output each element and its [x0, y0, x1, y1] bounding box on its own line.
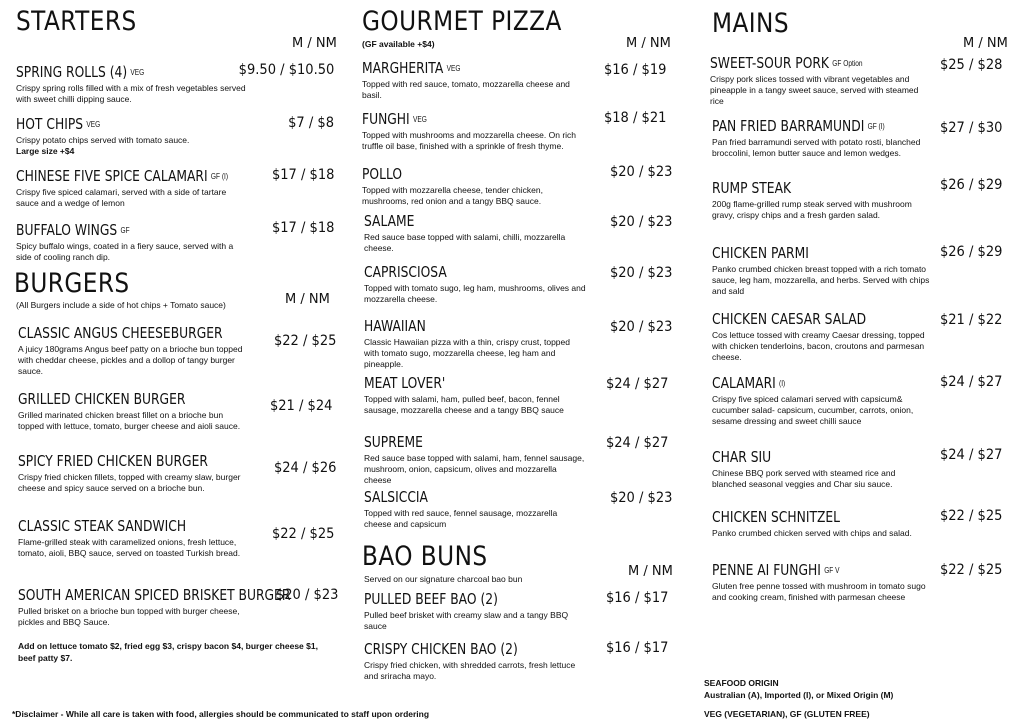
item-description: Panko crumbed chicken served with chips and salad.: [712, 528, 912, 538]
item-price: $24 / $27: [939, 447, 1002, 463]
item-description: Crispy five spiced calamari, served with a side of tartare sauce and a wedge of lemon: [16, 187, 227, 208]
item-price: $22 / $25: [273, 333, 336, 349]
menu-item: [16, 64, 251, 105]
menu-item: [18, 325, 243, 377]
item-description: Crispy spring rolls filled with a mix of fresh vegetables served with sweet chilli dipping sauce.: [16, 83, 246, 104]
item-description: Topped with red sauce, tomato, mozzarella cheese and basil.: [362, 79, 570, 100]
item-price: $20 / $23: [275, 587, 338, 603]
item-price: $24 / $26: [273, 460, 336, 476]
item-name: GRILLED CHICKEN BURGER: [18, 390, 186, 408]
item-name: CLASSIC STEAK SANDWICH: [18, 517, 187, 535]
item-description: Pan fried barramundi served with potato rosti, blanched broccolini, lemon butter sauce and lemon wedges.: [712, 137, 921, 158]
item-price: $26 / $29: [939, 177, 1002, 193]
menu-item: [18, 391, 243, 432]
item-name: CRISPY CHICKEN BAO (2): [364, 640, 518, 658]
menu-item: [362, 111, 584, 152]
starters-title: STARTERS: [16, 6, 137, 37]
menu-item: [712, 118, 930, 159]
item-price: $20 / $23: [609, 214, 672, 230]
bao-title: BAO BUNS: [362, 541, 488, 572]
item-price: $20 / $23: [609, 164, 672, 180]
disclaimer: *Disclaimer - While all care is taken with food, allergies should be communicated to staff upon ordering: [12, 709, 430, 719]
item-price: $21 / $22: [939, 312, 1002, 328]
item-price: $20 / $23: [609, 265, 672, 281]
item-description: Crispy fried chicken, with shredded carrots, fresh lettuce and sriracha mayo.: [364, 660, 576, 681]
menu-item: [16, 168, 251, 209]
item-name: CLASSIC ANGUS CHEESEBURGER: [18, 324, 223, 342]
item-price: $16 / $17: [605, 590, 668, 606]
item-name: CHINESE FIVE SPICE CALAMARI GF (I): [16, 167, 229, 185]
item-name: PULLED BEEF BAO (2): [364, 590, 498, 608]
item-price: $22 / $25: [939, 562, 1002, 578]
pizza-title: GOURMET PIZZA: [362, 6, 562, 37]
item-name: CALAMARI (I): [712, 374, 786, 392]
item-price: $27 / $30: [939, 120, 1002, 136]
item-extra: Large size +$4: [16, 146, 75, 156]
item-name: CHICKEN SCHNITZEL: [712, 508, 841, 526]
menu-item: [364, 489, 586, 530]
menu-item: [364, 591, 586, 632]
item-description: Flame-grilled steak with caramelized onions, fresh lettuce, tomato, aioli, BBQ sauce, served on toasted Turkish bread.: [18, 537, 241, 558]
item-price: $24 / $27: [605, 376, 668, 392]
item-price: $20 / $23: [609, 490, 672, 506]
menu-item: [18, 453, 243, 494]
menu-item: [364, 434, 586, 486]
item-name: HAWAIIAN: [364, 317, 426, 335]
item-name: PENNE AI FUNGHI GF V: [712, 561, 840, 579]
menu-item: [364, 641, 586, 682]
menu-item: [712, 245, 930, 297]
diet-legend: VEG (VEGETARIAN), GF (GLUTEN FREE): [704, 709, 870, 719]
item-name: MEAT LOVER': [364, 374, 446, 392]
menu-item: [18, 586, 291, 628]
item-name: FUNGHI VEG: [362, 110, 427, 128]
item-name: SPRING ROLLS (4) VEG: [16, 63, 145, 81]
menu-item: [712, 375, 930, 427]
item-description: A juicy 180grams Angus beef patty on a brioche bun topped with cheddar cheese, pickles and a dollop of tangy burger sauce.: [18, 344, 243, 376]
item-description: Classic Hawaiian pizza with a thin, crispy crust, topped with tomato sugo, mozzarella cheese, leg ham and pineapple.: [364, 337, 570, 369]
item-name: CHICKEN PARMI: [712, 244, 809, 262]
item-price: $25 / $28: [939, 57, 1002, 73]
item-description: Grilled marinated chicken breast fillet on a brioche bun topped with lettuce, tomato, burger cheese and aioli sauce.: [18, 410, 241, 431]
menu-item: [712, 562, 930, 603]
burgers-title: BURGERS: [14, 268, 130, 299]
item-name: CHAR SIU: [712, 448, 772, 466]
item-price: $9.50 / $10.50: [238, 62, 334, 78]
menu-item: [364, 375, 586, 416]
starters-price-header: M / NM: [292, 36, 337, 51]
item-price: $20 / $23: [609, 319, 672, 335]
item-description: Panko crumbed chicken breast topped with a rich tomato sauce, leg ham, mozzarella, and herbs. Served with chips and sald: [712, 264, 930, 296]
item-name: HOT CHIPS VEG: [16, 115, 101, 133]
item-description: Topped with salami, ham, pulled beef, bacon, fennel sausage, mozzarella cheese and a tangy BBQ sauce: [364, 394, 564, 415]
item-price: $24 / $27: [939, 374, 1002, 390]
item-description: Topped with red sauce, fennel sausage, mozzarella cheese and capsicum: [364, 508, 558, 529]
item-name: POLLO: [362, 165, 403, 183]
item-description: Red sauce base topped with salami, ham, fennel sausage, mushroom, onion, capsicum, olives and mozzarella cheese: [364, 453, 585, 485]
item-description: Spicy buffalo wings, coated in a fiery sauce, served with a side of cooling ranch dip.: [16, 241, 234, 262]
mains-price-header: M / NM: [963, 36, 1008, 51]
item-name: SUPREME: [364, 433, 423, 451]
item-name: SALSICCIA: [364, 488, 428, 506]
item-name: BUFFALO WINGS GF: [16, 221, 130, 239]
burger-addons: Add on lettuce tomato $2, fried egg $3, crispy bacon $4, burger cheese $1, beef patty $7.: [18, 641, 318, 663]
menu-item: [712, 449, 930, 490]
item-description: Crispy potato chips served with tomato sauce.: [16, 135, 190, 145]
item-name: CAPRISCIOSA: [364, 263, 447, 281]
menu-item: [364, 264, 586, 305]
item-description: Topped with mozzarella cheese, tender chicken, mushrooms, red onion and a tangy BBQ sauce.: [362, 185, 543, 206]
item-price: $21 / $24: [269, 398, 332, 414]
item-price: $24 / $27: [605, 435, 668, 451]
pizza-note: (GF available +$4): [362, 39, 435, 49]
item-name: CHICKEN CAESAR SALAD: [712, 310, 867, 328]
menu-item: [712, 180, 930, 221]
pizza-price-header: M / NM: [626, 36, 671, 51]
item-description: Gluten free penne tossed with mushroom in tomato sugo and cooking cream, finished with parmesan cheese: [712, 581, 926, 602]
item-price: $22 / $25: [271, 526, 334, 542]
item-name: MARGHERITA VEG: [362, 59, 461, 77]
item-description: Crispy fried chicken fillets, topped with creamy slaw, burger cheese and spicy sauce served on a brioche bun.: [18, 472, 241, 493]
menu-item: [364, 213, 586, 254]
menu-item: [16, 116, 251, 157]
item-price: $16 / $19: [603, 62, 666, 78]
item-description: 200g flame-grilled rump steak served with mushroom gravy, crispy chips and a fresh garden salad.: [712, 199, 912, 220]
bao-price-header: M / NM: [628, 564, 673, 579]
seafood-origin-text: Australian (A), Imported (I), or Mixed Origin (M): [704, 690, 894, 700]
menu-item: [712, 311, 930, 363]
item-description: Chinese BBQ pork served with steamed rice and blanched seasonal veggies and Char siu sauce.: [712, 468, 896, 489]
menu-item: [16, 222, 251, 263]
item-name: SPICY FRIED CHICKEN BURGER: [18, 452, 208, 470]
item-description: Topped with mushrooms and mozzarella cheese. On rich truffle oil base, finished with a sprinkle of fresh thyme.: [362, 130, 577, 151]
menu-item: [364, 318, 586, 370]
item-price: $17 / $18: [271, 167, 334, 183]
menu-item: [710, 55, 928, 107]
item-price: $17 / $18: [271, 220, 334, 236]
menu-item: [18, 518, 243, 559]
item-price: $26 / $29: [939, 244, 1002, 260]
item-price: $22 / $25: [939, 508, 1002, 524]
bao-note: Served on our signature charcoal bao bun: [364, 574, 523, 584]
item-name: SWEET-SOUR PORK GF Option: [710, 54, 863, 72]
item-description: Crispy pork slices tossed with vibrant vegetables and pineapple in a tangy sweet sauce, served with steamed rice: [710, 74, 919, 106]
menu-item: [362, 166, 584, 207]
item-name: PAN FRIED BARRAMUNDI GF (I): [712, 117, 885, 135]
mains-title: MAINS: [712, 8, 790, 39]
item-name: RUMP STEAK: [712, 179, 792, 197]
item-description: Pulled beef brisket with creamy slaw and a tangy BBQ sauce: [364, 610, 569, 631]
item-price: $7 / $8: [288, 115, 334, 131]
item-price: $16 / $17: [605, 640, 668, 656]
item-description: Red sauce base topped with salami, chilli, mozzarella cheese.: [364, 232, 566, 253]
item-name: SOUTH AMERICAN SPICED BRISKET BURGER: [18, 586, 291, 604]
burgers-price-header: M / NM: [285, 292, 330, 307]
item-name: SALAME: [364, 212, 415, 230]
item-description: Crispy five spiced calamari served with capsicum& cucumber salad- capsicum, cucumber, carrots, onion, sesame dressing and sweet chilli sauce: [712, 394, 914, 426]
item-description: Pulled brisket on a brioche bun topped with burger cheese, pickles and BBQ Sauce.: [18, 606, 240, 627]
item-description: Cos lettuce tossed with creamy Caesar dressing, topped with chicken tenderloins, bacon, croutons and parmesan cheese.: [712, 330, 925, 362]
seafood-origin-title: SEAFOOD ORIGIN: [704, 678, 779, 688]
item-price: $18 / $21: [603, 110, 666, 126]
burgers-note: (All Burgers include a side of hot chips + Tomato sauce): [16, 300, 226, 310]
menu-item: [712, 509, 930, 539]
item-description: Topped with tomato sugo, leg ham, mushrooms, olives and mozzarella cheese.: [364, 283, 586, 304]
menu-item: [362, 60, 584, 101]
